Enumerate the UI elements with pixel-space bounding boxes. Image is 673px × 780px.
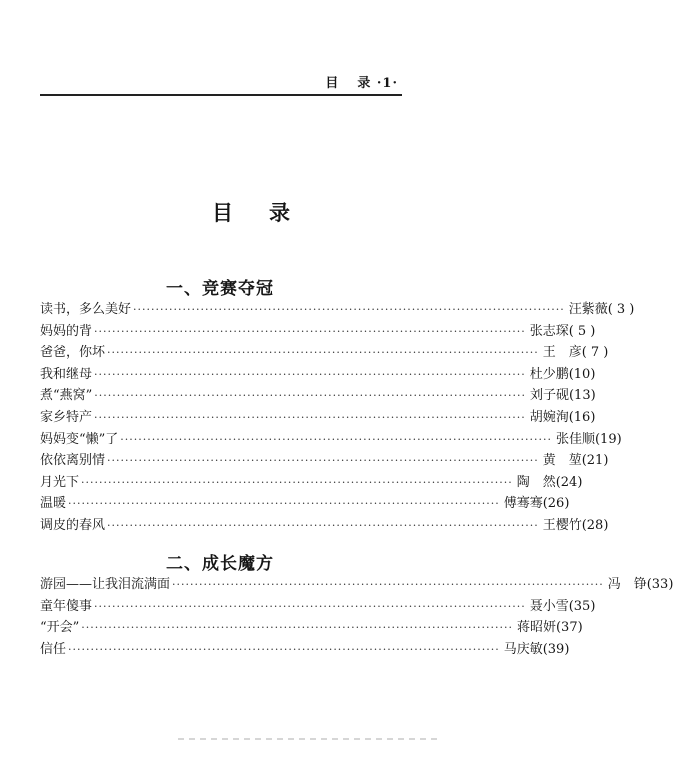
entry-page: (13): [568, 388, 596, 404]
running-head: [0, 72, 398, 91]
entry-author: 张志琛: [529, 323, 569, 339]
entry-title: 妈妈变“懒”了: [40, 431, 119, 447]
dot-leader: ································································································: [94, 367, 526, 381]
entry-page: (28): [581, 517, 609, 533]
entry-author: 马庆敏: [503, 641, 543, 657]
entry-page: (37): [555, 620, 583, 636]
entry-page: (24): [555, 474, 583, 490]
entry-author: 杜少鹏: [529, 366, 569, 382]
entry-author: 刘子砚: [529, 388, 569, 404]
entry-title: 调皮的春风: [40, 517, 106, 533]
section-title: 二、成长魔方: [166, 554, 274, 574]
toc-entry[interactable]: [40, 617, 583, 639]
scan-artifact: [178, 738, 438, 740]
dot-leader: ································································································: [68, 642, 500, 656]
entry-page: (19): [594, 431, 622, 447]
toc-entry[interactable]: [40, 407, 596, 429]
entry-title: 依依离别情: [40, 453, 106, 469]
entry-page: (35): [568, 598, 596, 614]
section-title: 一、竞赛夺冠: [166, 279, 274, 299]
toc-list: [40, 299, 635, 537]
entry-page: ( 5 ): [568, 323, 596, 339]
entry-page: ( 7 ): [581, 345, 609, 361]
running-head-right: 录: [357, 76, 372, 91]
toc-entry[interactable]: [40, 493, 570, 515]
dot-leader: ································································································: [81, 621, 513, 635]
entry-author: 傅骞骞: [503, 496, 543, 512]
toc-entry[interactable]: [40, 639, 570, 661]
entry-title: 游园——让我泪流满面: [40, 577, 171, 592]
dot-leader: ································································································: [94, 599, 526, 613]
entry-title: 月光下: [40, 474, 80, 490]
toc-entry[interactable]: [40, 472, 583, 494]
entry-author: 冯 铮: [607, 577, 647, 592]
dot-leader: ································································································: [107, 454, 539, 468]
entry-page: (10): [568, 366, 596, 382]
entry-author: 张佳顺: [555, 431, 595, 447]
entry-author: 蒋昭妍: [516, 620, 556, 636]
toc-entry[interactable]: [40, 364, 596, 386]
entry-page: ( 3 ): [607, 302, 635, 317]
entry-page: (33): [646, 577, 673, 592]
dot-leader: ································································································: [107, 346, 539, 360]
entry-author: 汪紫薇: [568, 302, 608, 317]
entry-title: 读书，多么美好: [40, 302, 132, 317]
entry-author: 王 彦: [542, 345, 582, 361]
dot-leader: ································································································: [94, 410, 526, 424]
entry-page: (39): [542, 641, 570, 657]
dot-leader: ································································································: [172, 578, 604, 591]
running-head-left: 目: [325, 76, 340, 91]
toc-entry[interactable]: [40, 515, 609, 537]
entry-title: 妈妈的背: [40, 323, 93, 339]
toc-entry[interactable]: [40, 299, 635, 321]
dot-leader: ································································································: [133, 303, 565, 316]
entry-title: 煮“燕窝”: [40, 388, 93, 404]
toc-entry[interactable]: [40, 450, 609, 472]
running-head-page-number: ·1·: [376, 76, 398, 91]
toc-entry[interactable]: [40, 342, 609, 364]
dot-leader: ································································································: [68, 497, 500, 511]
toc-entry[interactable]: [40, 429, 622, 451]
entry-author: 聂小雪: [529, 598, 569, 614]
dot-leader: ································································································: [107, 518, 539, 532]
page-title-right: 录: [269, 200, 292, 225]
entry-page: (21): [581, 453, 609, 469]
page-title-left: 目: [212, 200, 235, 225]
entry-title: 信任: [40, 641, 67, 657]
header-rule: [40, 94, 402, 96]
toc-entry[interactable]: [40, 596, 596, 618]
entry-title: 我和继母: [40, 366, 93, 382]
toc-entry[interactable]: [40, 321, 596, 343]
dot-leader: ································································································: [94, 324, 526, 338]
toc-list: [40, 574, 673, 660]
entry-title: 家乡特产: [40, 409, 93, 425]
entry-author: 王樱竹: [542, 517, 582, 533]
toc-entry[interactable]: [40, 574, 673, 596]
entry-author: 黄 堃: [542, 453, 582, 469]
entry-title: 童年傻事: [40, 598, 93, 614]
entry-title: 温暖: [40, 496, 67, 512]
entry-author: 胡婉洵: [529, 409, 569, 425]
dot-leader: ································································································: [94, 389, 526, 403]
page-title: [0, 197, 504, 227]
dot-leader: ································································································: [81, 475, 513, 489]
entry-page: (16): [568, 409, 596, 425]
entry-author: 陶 然: [516, 474, 556, 490]
dot-leader: ································································································: [120, 432, 552, 446]
entry-title: “开会”: [40, 620, 80, 636]
entry-title: 爸爸，你坏: [40, 345, 106, 361]
toc-entry[interactable]: [40, 385, 596, 407]
entry-page: (26): [542, 496, 570, 512]
